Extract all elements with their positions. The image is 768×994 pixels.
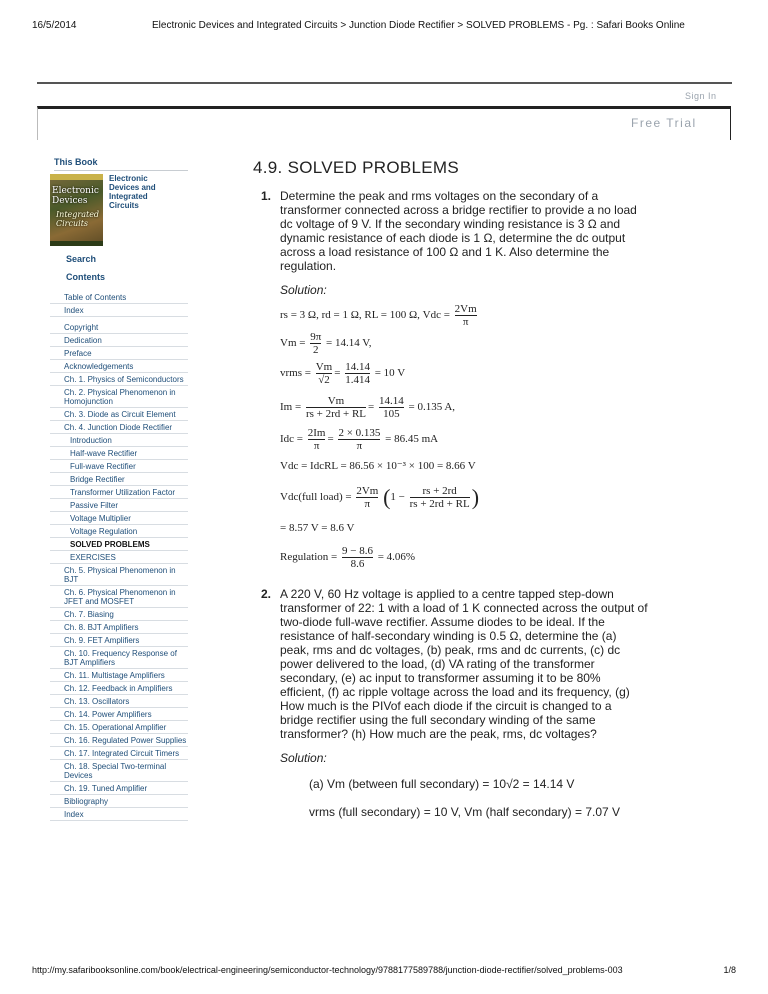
toc-item[interactable]: Ch. 11. Multistage Amplifiers bbox=[50, 669, 188, 682]
eq-label: Vm = bbox=[280, 337, 306, 350]
eq-given-text: rs = 3 Ω, rd = 1 Ω, RL = 100 Ω, Vdc = bbox=[280, 309, 450, 322]
toc-subitem[interactable]: Voltage Multiplier bbox=[50, 512, 188, 525]
eq-den: 1.414 bbox=[345, 374, 370, 386]
print-footer bbox=[32, 965, 736, 975]
eq-den: rs + 2rd + RL bbox=[305, 408, 367, 420]
toc-item[interactable]: Copyright bbox=[50, 321, 188, 334]
top-divider bbox=[37, 82, 732, 84]
toc-item[interactable]: Preface bbox=[50, 347, 188, 360]
problem-1 bbox=[253, 189, 673, 575]
eq-den: rs + 2rd + RL bbox=[409, 498, 470, 510]
eq-frac bbox=[342, 545, 373, 570]
eq-given-frac bbox=[455, 303, 477, 328]
eq-label: Vdc(full load) = bbox=[280, 491, 352, 504]
toc-item[interactable]: Ch. 1. Physics of Semiconductors bbox=[50, 373, 188, 386]
eq-idc: Idc = $\frac{2Im}{\pi}$ = $\frac{2 \times 0.135}{\pi}$ = 86.45 mA bbox=[280, 427, 439, 452]
table-of-contents bbox=[50, 291, 188, 821]
toc-item[interactable]: Ch. 9. FET Amplifiers bbox=[50, 634, 188, 647]
eq-den: 8.6 bbox=[342, 557, 373, 570]
solution-2a: (a) Vm (between full secondary) = 10√2 = 14.14 V bbox=[309, 777, 575, 791]
eq-result: = 0.135 A, bbox=[408, 401, 456, 414]
problem-text: A 220 V, 60 Hz voltage is applied to a centre tapped step-down transformer of 22: 1 with a load of 1 K connected across the output of two-diode full-wave rectifier. Assume diodes to be ideal. If the resistance of half-secondary winding is 0.5 Ω, determine the (a) peak, rms and dc voltages, (b) peak, rms and dc currents, (c) dc power delivered to the load, (d) VA rating of the transformer secondary, (e) ac input to transformer assuming it to be 80% efficient, (f) ac ripple voltage across the load and its frequency, (g) How much is the PIVof each diode if the circuit is changed to a bridge rectifier using the full secondary winding of the same transformer? (h) How much are the peak, rms, dc voltages? bbox=[280, 587, 648, 741]
trial-bar bbox=[37, 106, 731, 140]
toc-item[interactable]: Ch. 16. Regulated Power Supplies bbox=[50, 734, 188, 747]
eq-den: √2 bbox=[316, 373, 333, 386]
toc-item[interactable]: Ch. 13. Oscillators bbox=[50, 695, 188, 708]
toc-subitem[interactable]: Introduction bbox=[50, 434, 188, 447]
cover-title: Electronic Devices bbox=[52, 186, 99, 206]
toc-subitem-active[interactable]: SOLVED PROBLEMS bbox=[50, 538, 188, 551]
book-card bbox=[50, 174, 188, 246]
eq-frac bbox=[356, 485, 378, 510]
eq-num: 14.14 bbox=[345, 361, 370, 373]
eq-num: 9 − 8.6 bbox=[341, 545, 373, 557]
toc-item[interactable]: Ch. 14. Power Amplifiers bbox=[50, 708, 188, 721]
eq-den: 105 bbox=[379, 407, 404, 420]
eq-num: rs + 2rd bbox=[422, 485, 457, 497]
toc-item[interactable]: Index bbox=[50, 304, 188, 317]
problem-number: 1. bbox=[261, 189, 272, 203]
toc-item[interactable]: Ch. 10. Frequency Response of BJT Amplifiers bbox=[50, 647, 188, 669]
solution-2b: vrms (full secondary) = 10 V, Vm (half secondary) = 7.07 V bbox=[309, 805, 621, 819]
toc-subitem[interactable]: Passive Filter bbox=[50, 499, 188, 512]
eq-frac bbox=[308, 427, 326, 452]
toc-item[interactable]: Ch. 3. Diode as Circuit Element bbox=[50, 408, 188, 421]
page-title: 4.9. SOLVED PROBLEMS bbox=[253, 158, 459, 177]
search-link[interactable]: Search bbox=[66, 254, 97, 264]
toc-subitem[interactable]: Full-wave Rectifier bbox=[50, 460, 188, 473]
book-title[interactable]: Electronic Devices and Integrated Circuits bbox=[109, 174, 156, 210]
cover-footer bbox=[50, 241, 103, 246]
equation-block bbox=[280, 303, 673, 575]
toc-item[interactable]: Ch. 18. Special Two-terminal Devices bbox=[50, 760, 188, 782]
eq-regulation bbox=[280, 545, 673, 575]
eq-given bbox=[280, 303, 673, 327]
book-cover[interactable] bbox=[50, 174, 103, 246]
toc-item[interactable]: Index bbox=[50, 808, 188, 821]
eq-frac bbox=[379, 395, 404, 420]
main-content bbox=[253, 158, 673, 819]
eq-frac bbox=[306, 395, 366, 420]
toc-subitem[interactable]: Transformer Utilization Factor bbox=[50, 486, 188, 499]
eq-num: Vm bbox=[327, 395, 345, 407]
problem-number: 2. bbox=[261, 587, 272, 601]
toc-subitem[interactable]: Half-wave Rectifier bbox=[50, 447, 188, 460]
toc-item[interactable]: Table of Contents bbox=[50, 291, 188, 304]
toc-item[interactable]: Ch. 5. Physical Phenomenon in BJT bbox=[50, 564, 188, 586]
toc-subitem[interactable]: Voltage Regulation bbox=[50, 525, 188, 538]
toc-item[interactable]: Ch. 7. Biasing bbox=[50, 608, 188, 621]
print-url: http://my.safaribooksonline.com/book/electrical-engineering/semiconductor-technology/9788177589788/junction-diode-rectifier/solved_problems-003 bbox=[32, 965, 623, 975]
eq-full-load-result: = 8.57 V = 8.6 V bbox=[280, 522, 355, 534]
eq-result: = 14.14 V, bbox=[326, 337, 372, 350]
eq-result: = 4.06% bbox=[377, 551, 416, 564]
eq-den: 2 bbox=[310, 343, 321, 356]
eq-result: = 86.45 mA bbox=[385, 433, 439, 446]
toc-item[interactable]: Ch. 15. Operational Amplifier bbox=[50, 721, 188, 734]
this-book-label: This Book bbox=[54, 157, 188, 171]
toc-item[interactable]: Ch. 6. Physical Phenomenon in JFET and MOSFET bbox=[50, 586, 188, 608]
solution-label: Solution: bbox=[280, 751, 327, 765]
print-title: Electronic Devices and Integrated Circuits > Junction Diode Rectifier > SOLVED PROBLEMS - Pg. : Safari Books Online bbox=[152, 20, 685, 31]
solution-label: Solution: bbox=[280, 283, 327, 297]
eq-den: π bbox=[338, 439, 380, 452]
contents-link[interactable]: Contents bbox=[66, 272, 105, 282]
eq-num: 2Vm bbox=[356, 485, 379, 497]
cover-subtitle: Integrated Circuits bbox=[56, 210, 100, 228]
sidebar bbox=[50, 157, 188, 821]
sign-in-link[interactable]: Sign In bbox=[685, 91, 717, 101]
eq-label: Im = bbox=[280, 401, 302, 414]
page-number: 1/8 bbox=[723, 965, 736, 975]
eq-num: 9π bbox=[310, 331, 322, 343]
eq-label: Regulation = bbox=[280, 551, 338, 564]
toc-item[interactable]: Ch. 8. BJT Amplifiers bbox=[50, 621, 188, 634]
problem-2 bbox=[253, 587, 673, 765]
toc-item[interactable]: Ch. 17. Integrated Circuit Timers bbox=[50, 747, 188, 760]
paren-open: ( bbox=[383, 484, 391, 510]
eq-label: Idc = bbox=[280, 433, 303, 446]
paren-close: ) bbox=[471, 484, 480, 510]
eq-vrms: vrms = $\frac{Vm}{√2}$ = $\frac{14.14}{1.414}$ = 10 V bbox=[280, 361, 406, 386]
eq-num: 2Im bbox=[307, 427, 326, 439]
toc-item[interactable]: Dedication bbox=[50, 334, 188, 347]
eq-frac bbox=[345, 361, 370, 386]
eq-den: π bbox=[308, 439, 326, 452]
eq-frac bbox=[310, 331, 321, 356]
eq-num: 2 × 0.135 bbox=[338, 427, 381, 439]
toc-item[interactable]: Ch. 4. Junction Diode Rectifier bbox=[50, 421, 188, 434]
eq-one: 1 − bbox=[390, 491, 405, 504]
eq-im: Im = $\frac{Vm}{rs + 2rd + RL}$ = $\frac{14.14}{105}$ = 0.135 A, bbox=[280, 395, 456, 420]
eq-frac bbox=[410, 485, 470, 510]
cover-strip bbox=[50, 174, 103, 180]
eq-result: = 10 V bbox=[374, 367, 406, 380]
toc-item[interactable]: Ch. 2. Physical Phenomenon in Homojunction bbox=[50, 386, 188, 408]
eq-frac bbox=[316, 361, 333, 386]
toc-item[interactable]: Ch. 19. Tuned Amplifier bbox=[50, 782, 188, 795]
eq-den: π bbox=[455, 315, 477, 328]
eq-vdc: Vdc = IdcRL = 86.56 × 10⁻³ × 100 = 8.66 V bbox=[280, 460, 476, 472]
eq-label: vrms = bbox=[280, 367, 311, 380]
problem-text: Determine the peak and rms voltages on the secondary of a transformer connected across a bridge rectifier to provide a no load dc voltage of 9 V. If the secondary winding resistance is 3 Ω and dynamic resistance of each diode is 1 Ω, determine the dc output across a load resistance of 100 Ω and 1 K. Also determine the regulation. bbox=[280, 189, 637, 273]
toc-subitem[interactable]: EXERCISES bbox=[50, 551, 188, 564]
print-date: 16/5/2014 bbox=[32, 20, 77, 31]
toc-item[interactable]: Bibliography bbox=[50, 795, 188, 808]
eq-frac bbox=[338, 427, 380, 452]
eq-num: 2Vm bbox=[454, 303, 477, 315]
toc-item[interactable]: Acknowledgements bbox=[50, 360, 188, 373]
eq-num: 14.14 bbox=[378, 395, 404, 407]
eq-den: π bbox=[356, 497, 378, 510]
eq-vm bbox=[280, 331, 673, 361]
toc-item[interactable]: Ch. 12. Feedback in Amplifiers bbox=[50, 682, 188, 695]
eq-num: Vm bbox=[315, 361, 333, 373]
toc-subitem[interactable]: Bridge Rectifier bbox=[50, 473, 188, 486]
free-trial-link[interactable]: Free Trial bbox=[631, 116, 697, 130]
eq-full-load bbox=[280, 485, 673, 519]
